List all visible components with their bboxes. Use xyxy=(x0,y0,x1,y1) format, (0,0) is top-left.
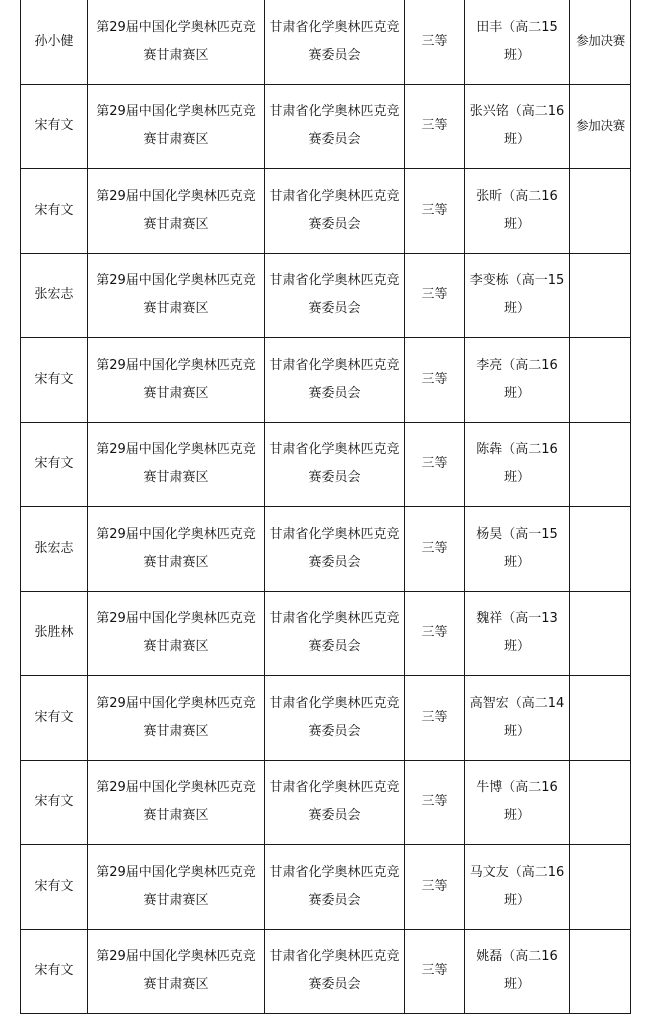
contest-name: 第29届中国化学奥林匹克竞赛甘肃赛区 xyxy=(96,949,256,993)
teacher-cell xyxy=(21,169,88,254)
award-level-cell xyxy=(405,84,465,169)
teacher-name: 张胜林 xyxy=(34,625,74,641)
contest-name: 第29届中国化学奥林匹克竞赛甘肃赛区 xyxy=(96,864,256,908)
contest-cell xyxy=(88,253,265,338)
note-cell xyxy=(570,84,631,169)
contest-cell xyxy=(88,507,265,592)
student-cell xyxy=(465,760,570,845)
organizer-name: 甘肃省化学奥林匹克竞赛委员会 xyxy=(269,442,400,486)
organizer-cell xyxy=(265,845,405,930)
contest-cell xyxy=(88,929,265,1014)
contest-name: 第29届中国化学奥林匹克竞赛甘肃赛区 xyxy=(96,273,256,317)
student-cell xyxy=(465,845,570,930)
award-table xyxy=(20,0,631,1014)
teacher-cell xyxy=(21,845,88,930)
contest-cell xyxy=(88,591,265,676)
organizer-name: 甘肃省化学奥林匹克竞赛委员会 xyxy=(269,949,400,993)
teacher-name: 宋有文 xyxy=(34,794,74,810)
table-row xyxy=(21,845,631,930)
note-cell xyxy=(570,422,631,507)
award-table-body xyxy=(21,0,631,1014)
organizer-name: 甘肃省化学奥林匹克竞赛委员会 xyxy=(269,357,400,401)
contest-cell xyxy=(88,0,265,84)
award-level: 三等 xyxy=(421,878,448,894)
student-cell xyxy=(465,84,570,169)
contest-name: 第29届中国化学奥林匹克竞赛甘肃赛区 xyxy=(96,611,256,655)
teacher-cell xyxy=(21,84,88,169)
note-cell xyxy=(570,338,631,423)
award-level-cell xyxy=(405,676,465,761)
student-cell xyxy=(465,591,570,676)
award-level-cell xyxy=(405,0,465,84)
contest-name: 第29届中国化学奥林匹克竞赛甘肃赛区 xyxy=(96,695,256,739)
student-name: 陈犇（高二16班） xyxy=(476,442,558,486)
student-cell xyxy=(465,507,570,592)
organizer-cell xyxy=(265,169,405,254)
award-level: 三等 xyxy=(421,202,448,218)
organizer-name: 甘肃省化学奥林匹克竞赛委员会 xyxy=(269,695,400,739)
student-cell xyxy=(465,422,570,507)
organizer-cell xyxy=(265,929,405,1014)
award-level: 三等 xyxy=(421,625,448,641)
award-level-cell xyxy=(405,760,465,845)
organizer-name: 甘肃省化学奥林匹克竞赛委员会 xyxy=(269,864,400,908)
award-level-cell xyxy=(405,253,465,338)
table-row xyxy=(21,253,631,338)
table-row xyxy=(21,84,631,169)
contest-cell xyxy=(88,169,265,254)
organizer-cell xyxy=(265,591,405,676)
organizer-name: 甘肃省化学奥林匹克竞赛委员会 xyxy=(269,526,400,570)
student-name: 张兴铭（高二16班） xyxy=(469,104,565,148)
teacher-name: 宋有文 xyxy=(34,118,74,134)
organizer-cell xyxy=(265,338,405,423)
student-name: 姚磊（高二16班） xyxy=(476,949,558,993)
award-level: 三等 xyxy=(421,963,448,979)
award-level-cell xyxy=(405,845,465,930)
organizer-name: 甘肃省化学奥林匹克竞赛委员会 xyxy=(269,611,400,655)
award-level-cell xyxy=(405,169,465,254)
organizer-name: 甘肃省化学奥林匹克竞赛委员会 xyxy=(269,19,400,63)
table-row xyxy=(21,760,631,845)
award-level-cell xyxy=(405,422,465,507)
organizer-name: 甘肃省化学奥林匹克竞赛委员会 xyxy=(269,188,400,232)
award-level: 三等 xyxy=(421,709,448,725)
award-level: 三等 xyxy=(421,118,448,134)
note-text: 参加决赛 xyxy=(576,117,625,133)
teacher-name: 宋有文 xyxy=(34,202,74,218)
teacher-name: 宋有文 xyxy=(34,371,74,387)
student-cell xyxy=(465,169,570,254)
award-level: 三等 xyxy=(421,287,448,303)
teacher-name: 孙小健 xyxy=(34,33,74,49)
teacher-name: 张宏志 xyxy=(34,540,74,556)
organizer-cell xyxy=(265,422,405,507)
teacher-name: 宋有文 xyxy=(34,709,74,725)
award-level: 三等 xyxy=(421,794,448,810)
organizer-cell xyxy=(265,253,405,338)
award-level: 三等 xyxy=(421,540,448,556)
organizer-name: 甘肃省化学奥林匹克竞赛委员会 xyxy=(269,104,400,148)
award-level-cell xyxy=(405,591,465,676)
contest-cell xyxy=(88,676,265,761)
contest-name: 第29届中国化学奥林匹克竞赛甘肃赛区 xyxy=(96,357,256,401)
award-level-cell xyxy=(405,507,465,592)
contest-cell xyxy=(88,760,265,845)
teacher-name: 宋有文 xyxy=(34,878,74,894)
organizer-cell xyxy=(265,84,405,169)
student-name: 张昕（高二16班） xyxy=(476,188,558,232)
student-cell xyxy=(465,338,570,423)
contest-name: 第29届中国化学奥林匹克竞赛甘肃赛区 xyxy=(96,442,256,486)
contest-cell xyxy=(88,338,265,423)
table-row xyxy=(21,169,631,254)
note-cell xyxy=(570,591,631,676)
organizer-name: 甘肃省化学奥林匹克竞赛委员会 xyxy=(269,273,400,317)
note-text: 参加决赛 xyxy=(576,33,625,49)
organizer-cell xyxy=(265,507,405,592)
teacher-cell xyxy=(21,422,88,507)
teacher-cell xyxy=(21,929,88,1014)
organizer-cell xyxy=(265,0,405,84)
student-cell xyxy=(465,253,570,338)
award-level-cell xyxy=(405,929,465,1014)
organizer-cell xyxy=(265,676,405,761)
note-cell xyxy=(570,845,631,930)
teacher-name: 宋有文 xyxy=(34,456,74,472)
table-row xyxy=(21,591,631,676)
note-cell xyxy=(570,253,631,338)
teacher-cell xyxy=(21,507,88,592)
teacher-cell xyxy=(21,760,88,845)
note-cell xyxy=(570,676,631,761)
award-level-cell xyxy=(405,338,465,423)
table-row xyxy=(21,422,631,507)
contest-name: 第29届中国化学奥林匹克竞赛甘肃赛区 xyxy=(96,526,256,570)
student-name: 田丰（高二15班） xyxy=(476,19,558,63)
teacher-cell xyxy=(21,676,88,761)
note-cell xyxy=(570,169,631,254)
contest-cell xyxy=(88,422,265,507)
table-row xyxy=(21,338,631,423)
organizer-cell xyxy=(265,760,405,845)
award-level: 三等 xyxy=(421,456,448,472)
teacher-cell xyxy=(21,338,88,423)
contest-name: 第29届中国化学奥林匹克竞赛甘肃赛区 xyxy=(96,104,256,148)
teacher-cell xyxy=(21,0,88,84)
table-row xyxy=(21,676,631,761)
student-name: 牛博（高二16班） xyxy=(476,780,558,824)
contest-cell xyxy=(88,845,265,930)
table-row xyxy=(21,507,631,592)
table-row xyxy=(21,0,631,84)
contest-cell xyxy=(88,84,265,169)
contest-name: 第29届中国化学奥林匹克竞赛甘肃赛区 xyxy=(96,188,256,232)
teacher-cell xyxy=(21,591,88,676)
student-cell xyxy=(465,929,570,1014)
student-name: 李亮（高二16班） xyxy=(476,357,558,401)
student-name: 魏祥（高一13班） xyxy=(476,611,558,655)
student-name: 高智宏（高二14班） xyxy=(469,695,565,739)
award-level: 三等 xyxy=(421,371,448,387)
teacher-name: 张宏志 xyxy=(34,287,74,303)
table-row xyxy=(21,929,631,1014)
award-level: 三等 xyxy=(421,33,448,49)
note-cell xyxy=(570,929,631,1014)
organizer-name: 甘肃省化学奥林匹克竞赛委员会 xyxy=(269,780,400,824)
note-cell xyxy=(570,760,631,845)
student-cell xyxy=(465,0,570,84)
teacher-cell xyxy=(21,253,88,338)
note-cell xyxy=(570,507,631,592)
student-name: 杨昊（高一15班） xyxy=(476,526,558,570)
student-name: 李变栋（高一15班） xyxy=(469,273,565,317)
teacher-name: 宋有文 xyxy=(34,963,74,979)
note-cell xyxy=(570,0,631,84)
student-name: 马文友（高二16班） xyxy=(469,864,565,908)
student-cell xyxy=(465,676,570,761)
contest-name: 第29届中国化学奥林匹克竞赛甘肃赛区 xyxy=(96,19,256,63)
contest-name: 第29届中国化学奥林匹克竞赛甘肃赛区 xyxy=(96,780,256,824)
